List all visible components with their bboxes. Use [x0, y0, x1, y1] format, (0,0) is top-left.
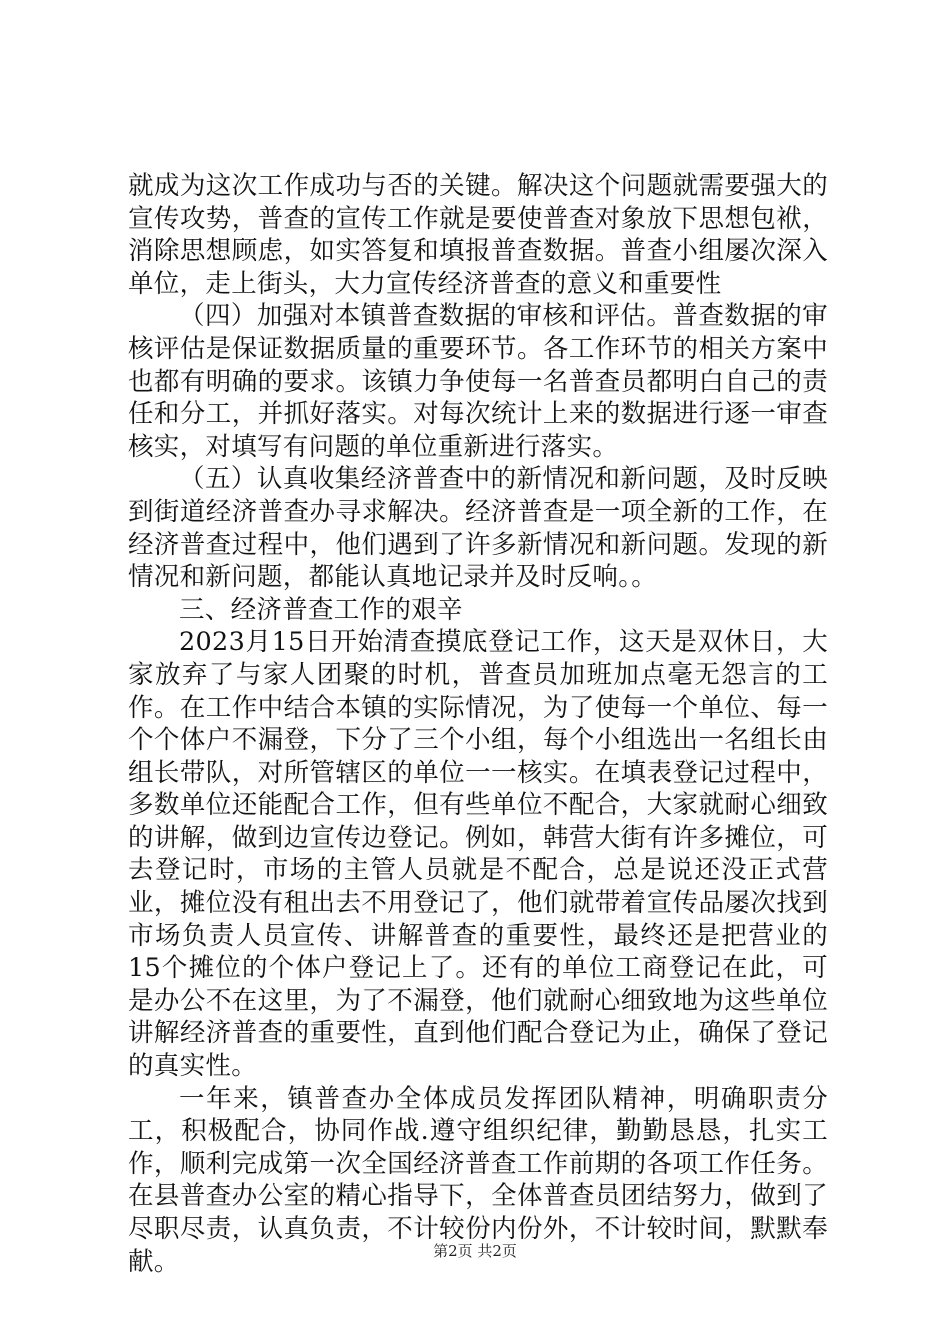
- paragraph-section-four: （四）加强对本镇普查数据的审核和评估。普查数据的审核评估是保证数据质量的重要环节。各工作环节的相关方案中也都有明确的要求。该镇力争使每一名普查员都明白自己的责任和分工，并抓好落实。对每次统计上来的数据进行逐一审查核实，对填写有问题的单位重新进行落实。: [128, 301, 828, 462]
- page-footer: 第2页 共2页: [433, 1242, 517, 1260]
- section-heading-three: 三、经济普查工作的艰辛: [179, 594, 463, 625]
- paragraph-year-summary: 一年来，镇普查办全体成员发挥团队精神，明确职责分工，积极配合，协同作战.遵守组织纪律，勤勤恳恳，扎实工作，顺利完成第一次全国经济普查工作前期的各项工作任务。在县普查办公室的精心指导下，全体普查员团结努力，做到了尽职尽责，认真负责，不计较份内份外，不计较时间，默默奉献。: [128, 1083, 828, 1277]
- paragraph-continuation: 就成为这次工作成功与否的关键。解决这个问题就需要强大的宣传攻势，普查的宣传工作就是要使普查对象放下思想包袱，消除思想顾虑，如实答复和填报普查数据。普查小组屡次深入单位，走上街头，大力宣传经济普查的意义和重要性: [128, 171, 828, 299]
- paragraph-registration-work: 2023月15日开始清查摸底登记工作，这天是双休日，大家放弃了与家人团聚的时机，普查员加班加点毫无怨言的工作。在工作中结合本镇的实际情况，为了使每一个单位、每一个个体户不漏登，下分了三个小组，每个小组选出一名组长由组长带队，对所管辖区的单位一一核实。在填表登记过程中，多数单位还能配合工作，但有些单位不配合，大家就耐心细致的讲解，做到边宣传边登记。例如，韩营大街有许多摊位，可去登记时，市场的主管人员就是不配合，总是说还没正式营业，摊位没有租出去不用登记了，他们就带着宣传品屡次找到市场负责人员宣传、讲解普查的重要性，最终还是把营业的15个摊位的个体户登记上了。还有的单位工商登记在此，可是办公不在这里，为了不漏登，他们就耐心细致地为这些单位讲解经济普查的重要性，直到他们配合登记为止，确保了登记的真实性。: [128, 627, 828, 1082]
- paragraph-section-five: （五）认真收集经济普查中的新情况和新问题，及时反映到街道经济普查办寻求解决。经济普查是一项全新的工作，在经济普查过程中，他们遇到了许多新情况和新问题。发现的新情况和新问题，都能认真地记录并及时反响。。: [128, 464, 828, 593]
- document-body: [128, 170, 828, 1278]
